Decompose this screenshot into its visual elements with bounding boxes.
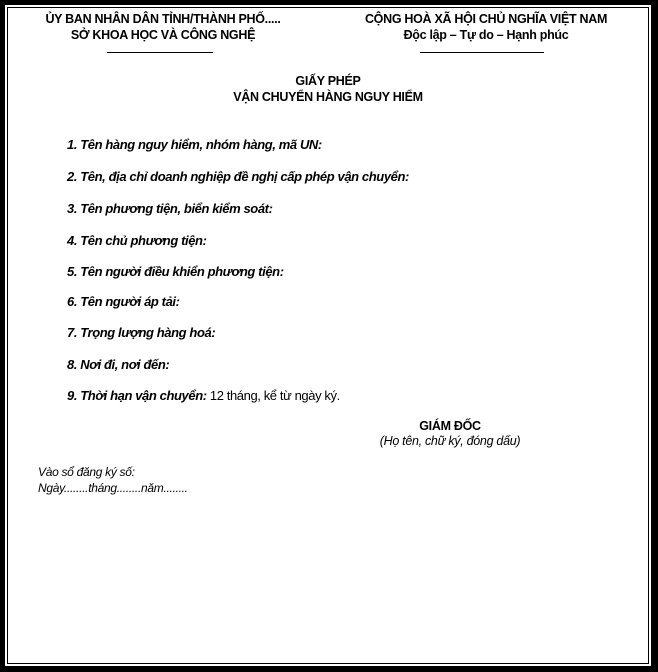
signature-title: GIÁM ĐỐC <box>419 419 481 433</box>
field-label: 9. Thời hạn vận chuyển: <box>67 388 207 403</box>
field-item-5 <box>67 264 284 279</box>
field-item-6 <box>67 294 180 309</box>
field-item-8 <box>67 357 169 372</box>
registration-number: Vào sổ đăng ký số: <box>38 465 135 479</box>
document-title: GIẤY PHÉP <box>295 74 361 88</box>
field-value: 12 tháng, kể từ ngày ký. <box>206 388 340 403</box>
document-page <box>8 8 648 663</box>
header-left-department: SỞ KHOA HỌC VÀ CÔNG NGHỆ <box>70 28 256 42</box>
header-right-motto: Độc lập – Tự do – Hạnh phúc <box>403 28 569 42</box>
signature-note: (Họ tên, chữ ký, đóng dấu) <box>379 434 521 448</box>
registration-date: Ngày........tháng........năm........ <box>38 481 188 495</box>
header-left-underline <box>107 52 213 53</box>
field-item-4 <box>67 233 207 248</box>
field-label: 2. Tên, địa chỉ doanh nghiệp đề nghị cấp phép vận chuyển: <box>67 169 409 184</box>
field-label: 6. Tên người áp tải: <box>67 294 180 309</box>
header-right-nation: CỘNG HOÀ XÃ HỘI CHỦ NGHĨA VIỆT NAM <box>364 12 608 26</box>
field-label: 3. Tên phương tiện, biển kiểm soát: <box>67 201 273 216</box>
field-label: 7. Trọng lượng hàng hoá: <box>67 325 216 340</box>
field-label: 8. Nơi đi, nơi đến: <box>67 357 170 372</box>
field-item-9 <box>67 388 340 403</box>
document-subtitle: VẬN CHUYỂN HÀNG NGUY HIỂM <box>233 90 423 104</box>
field-label: 4. Tên chủ phương tiện: <box>67 233 207 248</box>
field-item-3 <box>67 201 273 216</box>
field-item-1 <box>67 137 322 152</box>
header-left-authority: ỦY BAN NHÂN DÂN TỈNH/THÀNH PHỐ..... <box>45 12 281 26</box>
field-item-2 <box>67 169 409 184</box>
field-label: 5. Tên người điều khiển phương tiện: <box>67 264 284 279</box>
field-item-7 <box>67 325 215 340</box>
field-label: 1. Tên hàng nguy hiểm, nhóm hàng, mã UN: <box>67 137 322 152</box>
header-right-underline <box>420 52 544 53</box>
